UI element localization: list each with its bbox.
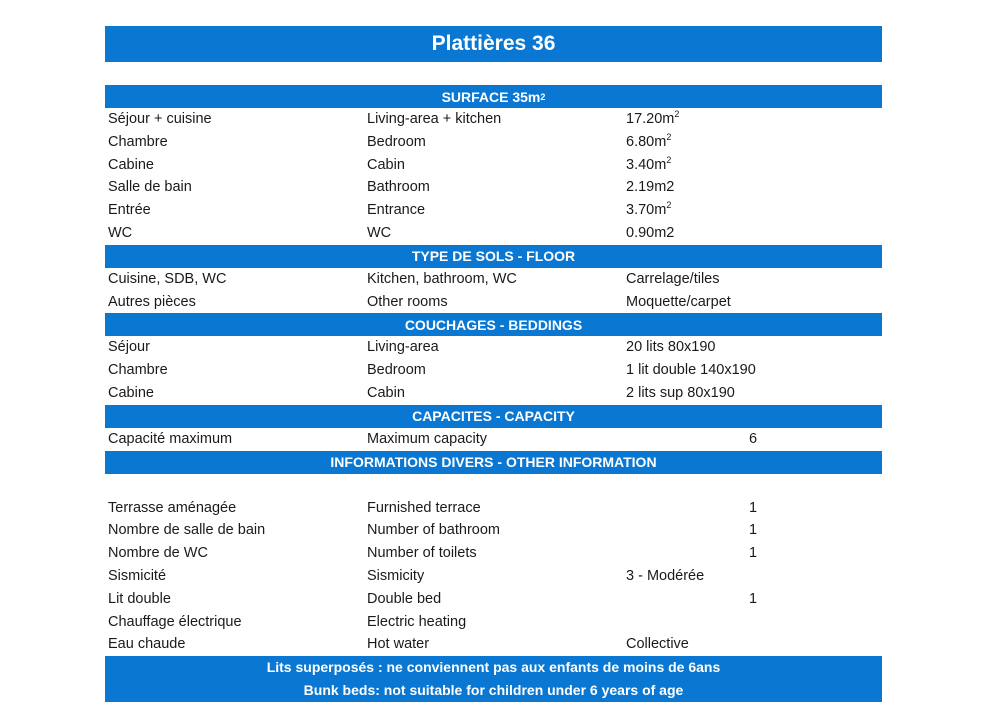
- value: 20 lits 80x190: [626, 339, 716, 356]
- value: $3.40m^2$: [626, 154, 672, 173]
- table-row: [105, 588, 882, 611]
- table-row: [105, 108, 882, 131]
- table-row: [105, 154, 882, 177]
- warning-en: Bunk beds: not suitable for children under 6 years of age: [303, 682, 684, 699]
- table-row: [105, 359, 882, 382]
- value: 1: [749, 590, 758, 607]
- info-sheet: [105, 85, 882, 702]
- label-fr: Cabine: [108, 384, 154, 401]
- table-row: [105, 611, 882, 634]
- label-en: Bedroom: [367, 133, 426, 150]
- value: $6.80m^2$: [626, 131, 672, 150]
- value: $3.70m^2$: [626, 200, 672, 219]
- value: 1: [749, 499, 758, 516]
- label-fr: Séjour + cuisine: [108, 111, 212, 127]
- label-fr: Salle de bain: [108, 179, 192, 196]
- value: 2 lits sup 80x190: [626, 384, 735, 401]
- table-row: [105, 336, 882, 359]
- table-row: [105, 382, 882, 405]
- label-fr: Cabine: [108, 156, 154, 173]
- value: Moquette/carpet: [626, 293, 731, 310]
- table-row: [105, 565, 882, 588]
- label-en: Cabin: [367, 384, 405, 401]
- label-fr: WC: [108, 224, 133, 241]
- section-header-other: INFORMATIONS DIVERS - OTHER INFORMATION: [105, 451, 882, 474]
- value: $17.20m^2$: [626, 109, 680, 127]
- value: 1: [749, 522, 758, 539]
- label-en: Bathroom: [367, 179, 430, 196]
- label-en: WC: [367, 224, 392, 241]
- value: Collective: [626, 636, 689, 653]
- label-fr: Eau chaude: [108, 636, 186, 653]
- label-fr: Chambre: [108, 362, 168, 379]
- value: 1: [749, 545, 758, 562]
- table-row: [105, 268, 882, 291]
- section-header-surface: SURFACE 35m 2: [105, 85, 882, 108]
- section-header-beddings: COUCHAGES - BEDDINGS: [105, 313, 882, 336]
- value: 6: [749, 430, 758, 447]
- label-fr: Autres pièces: [108, 293, 196, 310]
- label-en: Number of toilets: [367, 545, 477, 562]
- label-en: Double bed: [367, 590, 442, 607]
- label-en: Living-area: [367, 339, 439, 356]
- table-row: [105, 222, 882, 245]
- label-en: Living-area + kitchen: [367, 111, 502, 127]
- table-row: [105, 131, 882, 154]
- table-row: [105, 633, 882, 656]
- label-en: Furnished terrace: [367, 499, 481, 516]
- label-en: Hot water: [367, 636, 430, 653]
- value: 3 - Modérée: [626, 567, 705, 584]
- label-en: Cabin: [367, 156, 405, 173]
- value: 2.19m2: [626, 179, 675, 196]
- label-fr: Chambre: [108, 133, 168, 150]
- section-header-capacity: CAPACITES - CAPACITY: [105, 405, 882, 428]
- label-fr: Lit double: [108, 590, 171, 607]
- table-row: [105, 176, 882, 199]
- table-row: [105, 542, 882, 565]
- label-en: Entrance: [367, 202, 426, 219]
- label-en: Number of bathroom: [367, 522, 500, 539]
- label-en: Electric heating: [367, 613, 467, 630]
- spacer: [105, 474, 882, 497]
- table-row: [105, 497, 882, 520]
- table-row: [105, 519, 882, 542]
- label-fr: Entrée: [108, 202, 151, 219]
- label-fr: Cuisine, SDB, WC: [108, 270, 227, 287]
- label-fr: Terrasse aménagée: [108, 499, 237, 516]
- value: 0.90m2: [626, 224, 675, 241]
- bunk-bed-warning: [105, 656, 882, 702]
- value: 1 lit double 140x190: [626, 362, 756, 379]
- label-fr: Sismicité: [108, 567, 167, 584]
- label-fr: Séjour: [108, 339, 150, 356]
- table-row: [105, 291, 882, 314]
- label-en: Other rooms: [367, 293, 448, 310]
- label-en: Bedroom: [367, 362, 426, 379]
- label-en: Maximum capacity: [367, 430, 488, 447]
- section-header-floor: TYPE DE SOLS - FLOOR: [105, 245, 882, 268]
- label-en: Sismicity: [367, 567, 425, 584]
- page-title: Plattières 36: [105, 26, 882, 62]
- label-fr: Nombre de salle de bain: [108, 522, 266, 539]
- label-fr: Chauffage électrique: [108, 613, 242, 630]
- table-row: [105, 428, 882, 451]
- warning-fr: Lits superposés : ne conviennent pas aux enfants de moins de 6ans: [266, 659, 721, 676]
- label-fr: Nombre de WC: [108, 545, 208, 562]
- table-row: [105, 199, 882, 222]
- label-en: Kitchen, bathroom, WC: [367, 270, 517, 287]
- label-fr: Capacité maximum: [108, 430, 233, 447]
- value: Carrelage/tiles: [626, 270, 720, 287]
